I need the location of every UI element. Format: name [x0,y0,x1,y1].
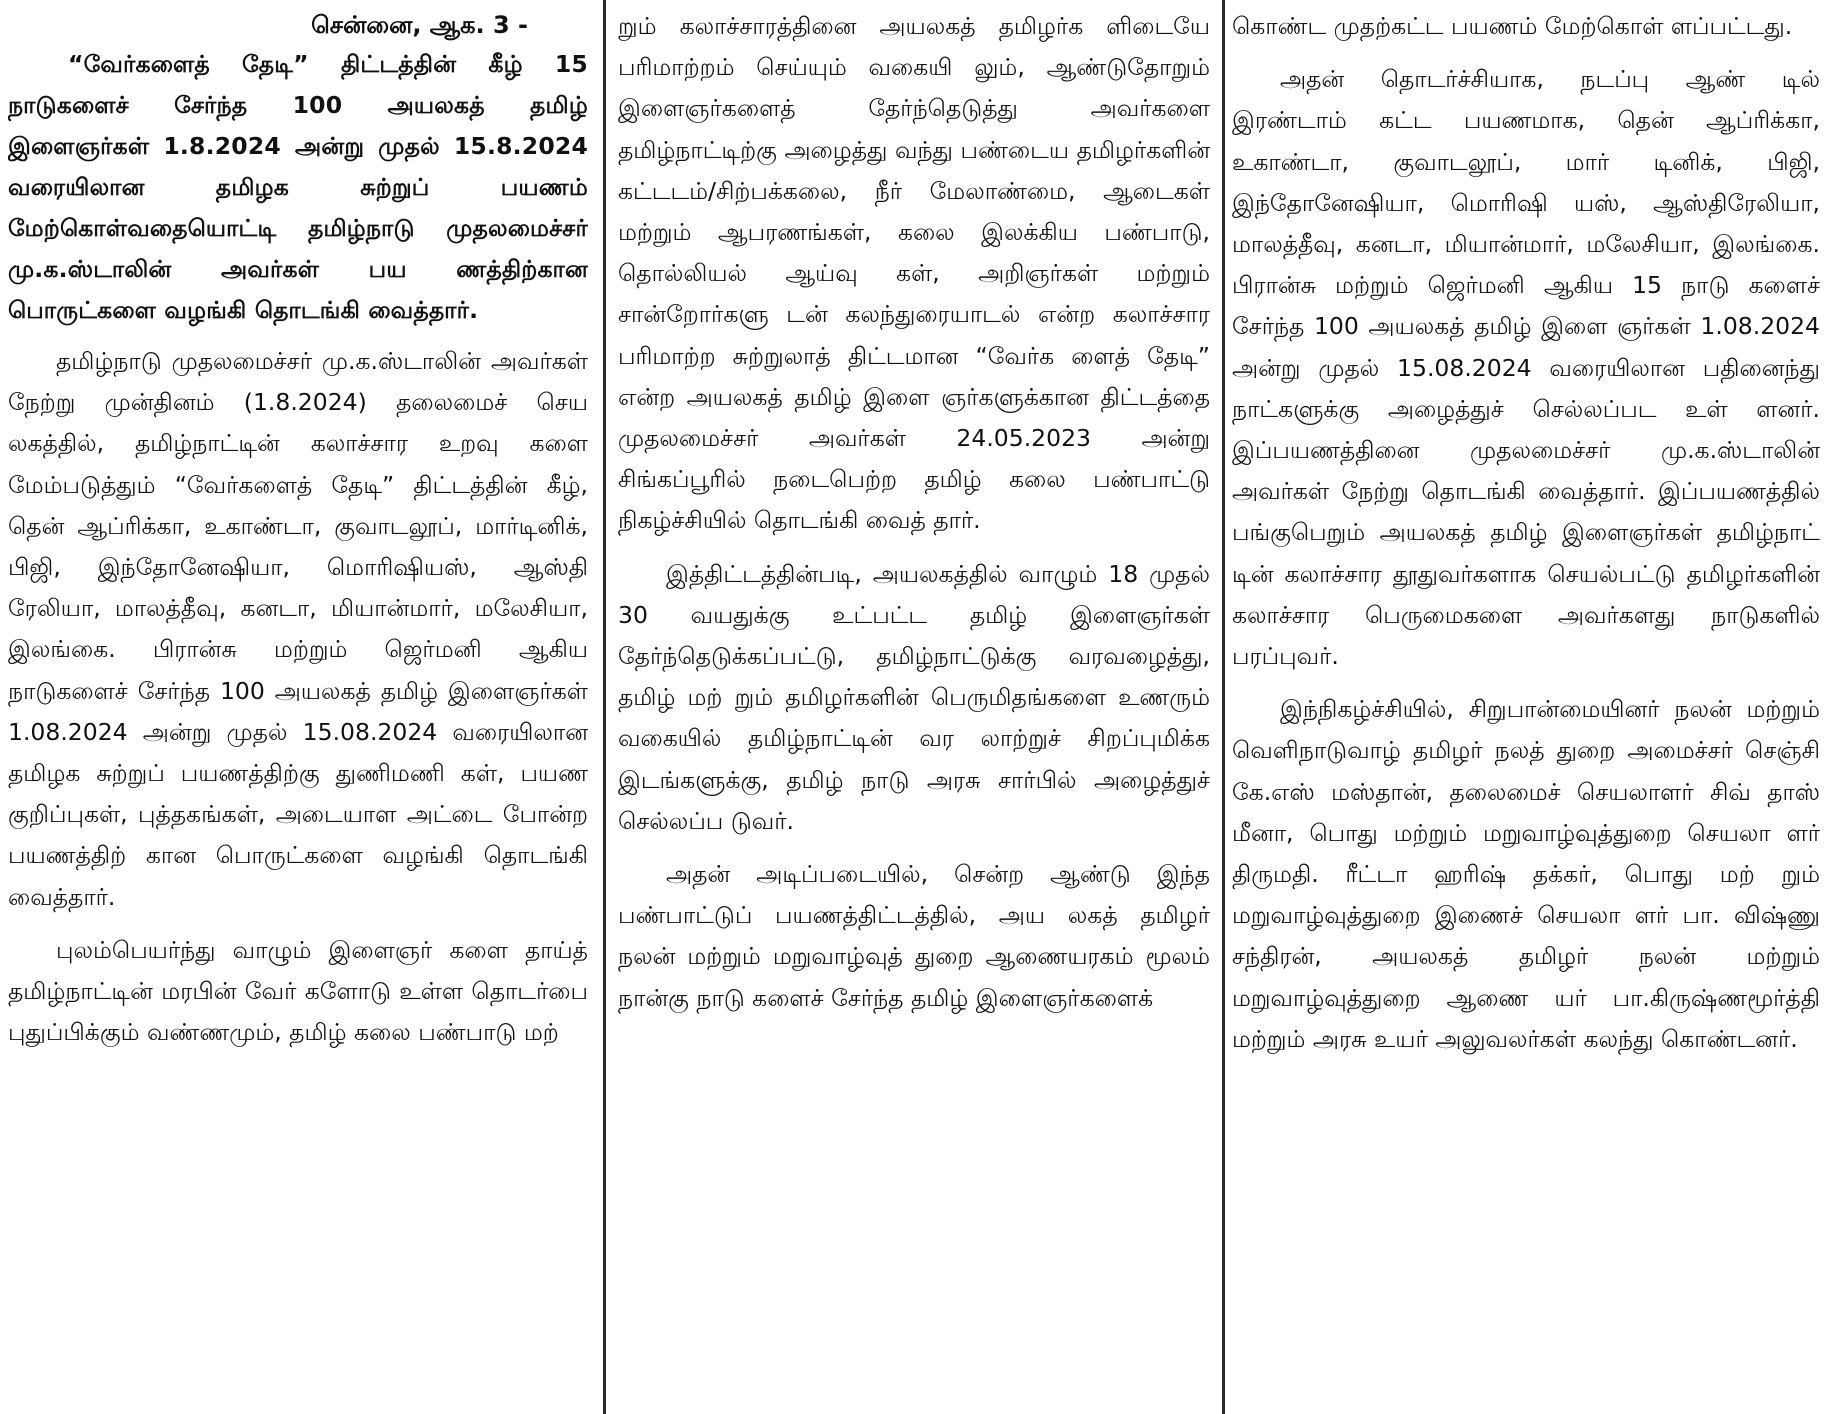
article-column-3 [1232,6,1820,1406]
body-paragraph: புலம்பெயர்ந்து வாழும் இளைஞர் களை தாய்த் தமிழ்நாட்டின் மரபின் வேர் களோடு உள்ள தொடர்பை புதுப்பிக்கும் வண்ணமும், தமிழ் கலை பண்பாடு மற் [8,935,588,1047]
column-divider [603,0,606,1414]
body-paragraph: இத்திட்டத்தின்படி, அயலகத்தில் வாழும் 18 முதல் 30 வயதுக்கு உட்பட்ட தமிழ் இளைஞர்கள் தேர்ந்தெடுக்கப்பட்டு, தமிழ்நாட்டுக்கு வரவழைத்து, தமிழ் மற் றும் தமிழர்களின் பெருமிதங்களை உணரும் வகையில் தமிழ்நாட்டின் வர லாற்றுச் சிறப்புமிக்க இடங்களுக்கு, தமிழ் நாடு அரசு சார்பில் அழைத்துச் செல்லப்ப டுவர். [618,559,1210,835]
body-paragraph: றும் கலாச்சாரத்தினை அயலகத் தமிழர்க ளிடையே பரிமாற்றம் செய்யும் வகையி லும், ஆண்டுதோறும் இளைஞர்களைத் தேர்ந்தெடுத்து அவர்களை தமிழ்நாட்டிற்கு அழைத்து வந்து பண்டைய தமிழர்களின் கட்டடம்/சிற்பக்கலை, நீர் மேலாண்மை, ஆடைகள் மற்றும் ஆபரணங்கள், கலை இலக்கிய பண்பாடு, தொல்லியல் ஆய்வு கள், அறிஞர்கள் மற்றும் சான்றோர்களு டன் கலந்துரையாடல் என்ற கலாச்சார பரிமாற்ற சுற்றுலாத் திட்டமான “வேர்க ளைத் தேடி” என்ற அயலகத் தமிழ் இளை ஞர்களுக்கான திட்டத்தை முதலமைச்சர் அவர்கள் 24.05.2023 அன்று சிங்கப்பூரில் நடைபெற்ற தமிழ் கலை பண்பாட்டு நிகழ்ச்சியில் தொடங்கி வைத் தார். [618,12,1210,535]
body-paragraph: அதன் தொடர்ச்சியாக, நடப்பு ஆண் டில் இரண்டாம் கட்ட பயணமாக, தென் ஆப்ரிக்கா, உகாண்டா, குவாடலூப், மார் டினிக், பிஜி, இந்தோனேஷியா, மொரிஷி யஸ், ஆஸ்திரேலியா, மாலத்தீவு, கனடா, மியான்மார், மலேசியா, இலங்கை. பிரான்சு மற்றும் ஜெர்மனி ஆகிய 15 நாடு களைச் சேர்ந்த 100 அயலகத் தமிழ் இளை ஞர்கள் 1.08.2024 அன்று முதல் 15.08.2024 வரையிலான பதினைந்து நாட்களுக்கு அழைத்துச் செல்லப்பட உள் ளனர். இப்பயணத்தினை முதலமைச்சர் மு.க.ஸ்டாலின் அவர்கள் நேற்று தொடங்கி வைத்தார். இப்பயணத்தில் பங்குபெறும் அயலகத் தமிழ் இளைஞர்கள் தமிழ்நாட் டின் கலாச்சார தூதுவர்களாக செயல்பட்டு தமிழர்களின் கலாச்சார பெருமைகளை அவர்களது நாடுகளில் பரப்புவர். [1232,65,1820,671]
body-paragraph: தமிழ்நாடு முதலமைச்சர் மு.க.ஸ்டாலின் அவர்கள் நேற்று முன்தினம் (1.8.2024) தலைமைச் செய லகத்தில், தமிழ்நாட்டின் கலாச்சார உறவு களை மேம்படுத்தும் “வேர்களைத் தேடி” திட்டத்தின் கீழ், தென் ஆப்ரிக்கா, உகாண்டா, குவாடலூப், மார்டினிக், பிஜி, இந்தோனேஷியா, மொரிஷியஸ், ஆஸ்தி ரேலியா, மாலத்தீவு, கனடா, மியான்மார், மலேசியா, இலங்கை. பிரான்சு மற்றும் ஜெர்மனி ஆகிய நாடுகளைச் சேர்ந்த 100 அயலகத் தமிழ் இளைஞர்கள் 1.08.2024 அன்று முதல் 15.08.2024 வரையிலான தமிழக சுற்றுப் பயணத்திற்கு துணிமணி கள், பயண குறிப்புகள், புத்தகங்கள், அடையாள அட்டை போன்ற பயணத்திற் கான பொருட்களை வழங்கி தொடங்கி வைத்தார். [8,347,588,911]
body-paragraph: அதன் அடிப்படையில், சென்ற ஆண்டு இந்த பண்பாட்டுப் பயணத்திட்டத்தில், அய லகத் தமிழர் நலன் மற்றும் மறுவாழ்வுத் துறை ஆணையரகம் மூலம் நான்கு நாடு களைச் சேர்ந்த தமிழ் இளைஞர்களைக் [618,860,1210,1012]
column-divider [1222,0,1225,1414]
article-column-2 [618,6,1210,1406]
dateline: சென்னை, ஆக. 3 - [311,11,528,39]
body-paragraph: கொண்ட முதற்கட்ட பயணம் மேற்கொள் ளப்பட்டது. [1232,12,1793,40]
lead-paragraph: “வேர்களைத் தேடி” திட்டத்தின் கீழ் 15 நாடுகளைச் சேர்ந்த 100 அயலகத் தமிழ் இளைஞர்கள் 1.8.2024 அன்று முதல் 15.8.2024 வரையிலான தமிழக சுற்றுப் பயணம் மேற்கொள்வதையொட்டி தமிழ்நாடு முதலமைச்சர் மு.க.ஸ்டாலின் அவர்கள் பய ணத்திற்கான பொருட்களை வழங்கி தொடங்கி வைத்தார். [8,50,588,324]
body-paragraph: இந்நிகழ்ச்சியில், சிறுபான்மையினர் நலன் மற்றும் வெளிநாடுவாழ் தமிழர் நலத் துறை அமைச்சர் செஞ்சி கே.எஸ் மஸ்தான், தலைமைச் செயலாளர் சிவ் தாஸ் மீனா, பொது மற்றும் மறுவாழ்வுத்துறை செயலா ளர் திருமதி. ரீட்டா ஹரிஷ் தக்கர், பொது மற் றும் மறுவாழ்வுத்துறை இணைச் செயலா ளர் பா. விஷ்ணு சந்திரன், அயலகத் தமிழர் நலன் மற்றும் மறுவாழ்வுத்துறை ஆணை யர் பா.கிருஷ்ணமூர்த்தி மற்றும் அரசு உயர் அலுவலர்கள் கலந்து கொண்டனர். [1232,695,1820,1053]
article-column-1 [8,6,588,1406]
